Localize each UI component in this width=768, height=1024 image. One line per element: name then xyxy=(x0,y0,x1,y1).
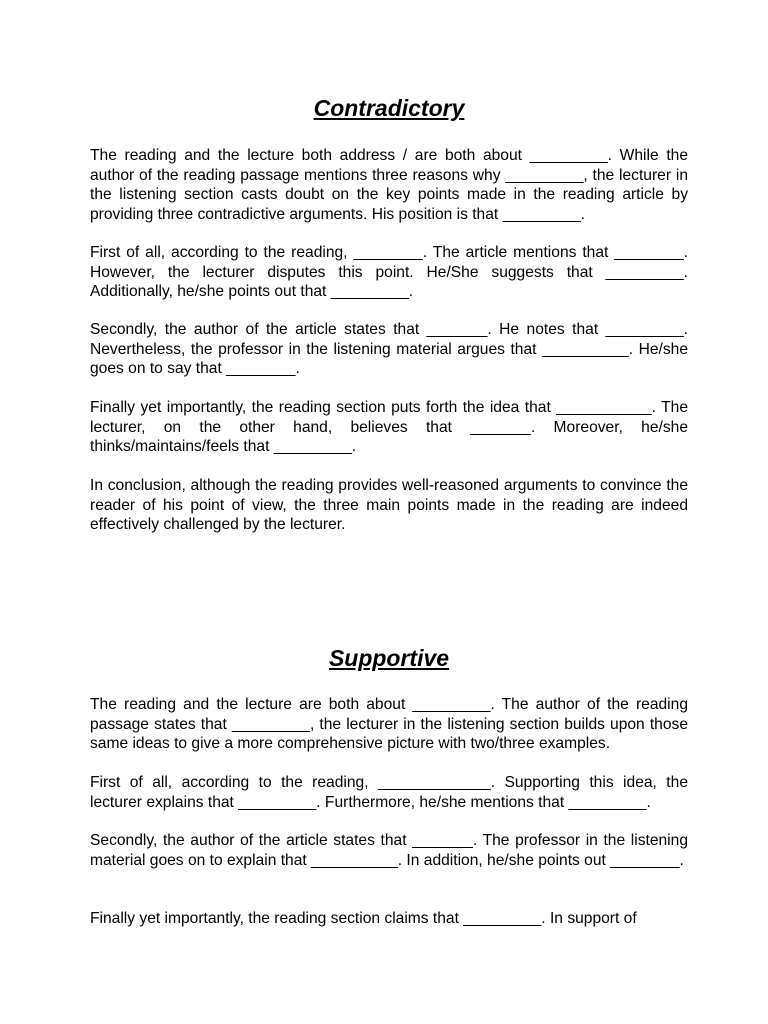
contradictory-paragraph-third-point: Finally yet importantly, the reading section puts forth the idea that ___________. The lecturer, on the other hand, believes that _______. Moreover, he/she thinks/maintains/feels that _________. xyxy=(90,399,688,455)
section-title-supportive: Supportive xyxy=(328,645,450,671)
supportive-paragraph-second-point: Secondly, the author of the article states that _______. The professor in the listening material goes on to explain that __________. In addition, he/she points out ________. xyxy=(90,832,688,869)
supportive-paragraph-first-point: First of all, according to the reading, _____________. Supporting this idea, the lecturer explains that _________. Furthermore, he/she mentions that _________. xyxy=(90,774,688,811)
supportive-paragraph-intro: The reading and the lecture are both about _________. The author of the reading passage states that _________, the lecturer in the listening section builds upon those same ideas to give a more comprehensive picture with two/three examples. xyxy=(90,696,688,752)
contradictory-paragraph-second-point: Secondly, the author of the article states that _______. He notes that _________. Nevertheless, the professor in the listening material argues that __________. He/she goes on to say that ________. xyxy=(90,321,688,377)
contradictory-paragraph-conclusion: In conclusion, although the reading provides well-reasoned arguments to convince the reader of his point of view, the three main points made in the reading are indeed effectively challenged by the lecturer. xyxy=(90,477,688,533)
supportive-paragraph-third-point: Finally yet importantly, the reading section claims that _________. In support of xyxy=(90,910,637,927)
section-title-contradictory: Contradictory xyxy=(313,95,465,121)
contradictory-paragraph-intro: The reading and the lecture both address / are both about _________. While the author of the reading passage mentions three reasons why _________, the lecturer in the listening section casts doubt on the key points made in the reading article by providing three contradictive arguments. His position is that _________. xyxy=(90,147,688,223)
contradictory-paragraph-first-point: First of all, according to the reading, ________. The article mentions that ________. However, the lecturer disputes this point. He/She suggests that _________. Additionally, he/she points out that _________. xyxy=(90,244,688,300)
